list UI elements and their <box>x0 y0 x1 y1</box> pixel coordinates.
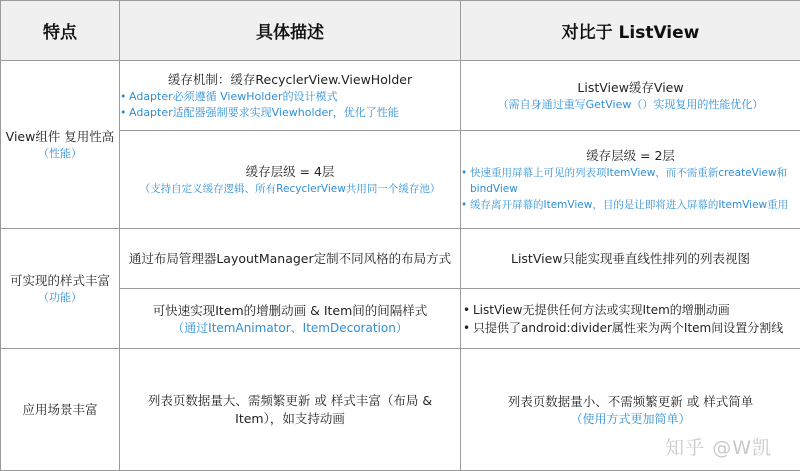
compare-main: 缓存层级 = 2层 <box>461 147 800 165</box>
header-row <box>1 1 800 61</box>
table-row <box>1 131 800 229</box>
compare-points <box>461 301 800 337</box>
desc-main: 缓存机制：缓存RecyclerView.ViewHolder <box>120 71 460 89</box>
list-item: • Adapter适配器强制要求实现Viewholder，优化了性能 <box>120 105 460 121</box>
compare-text: ListView只能实现垂直线性排列的列表视图 <box>461 250 800 268</box>
feature-cell-reuse <box>1 61 120 229</box>
desc-cell <box>120 61 461 131</box>
list-item: • ListView无提供任何方法或实现Item的增删动画 <box>463 301 800 319</box>
list-item: • 快速重用屏幕上可见的列表项ItemView，而不需重新createView和bindView <box>461 165 800 197</box>
desc-cell <box>120 229 461 289</box>
desc-main: 缓存层级 = 4层 <box>120 163 460 181</box>
feature-note: （性能） <box>1 146 119 162</box>
compare-points <box>461 165 800 213</box>
feature-title: 应用场景丰富 <box>1 400 119 419</box>
compare-cell <box>461 289 800 349</box>
desc-note: （通过ItemAnimator、ItemDecoration） <box>120 320 460 336</box>
list-item: • 只提供了android:divider属性来为两个Item间设置分割线 <box>463 319 800 337</box>
desc-points <box>120 89 460 121</box>
header-compare-listview: 对比于 ListView <box>461 1 800 61</box>
header-description: 具体描述 <box>120 1 461 61</box>
feature-title: View组件 复用性高 <box>1 127 119 146</box>
compare-note: （使用方式更加简单） <box>461 411 800 427</box>
compare-note: （需自身通过重写GetView（）实现复用的性能优化） <box>461 97 800 113</box>
feature-cell-scene <box>1 349 120 471</box>
header-feature: 特点 <box>1 1 120 61</box>
compare-main: ListView缓存View <box>461 79 800 97</box>
feature-note: （功能） <box>1 290 119 306</box>
desc-line: 列表页数据量大、需频繁更新 或 样式丰富（布局 & <box>120 392 460 410</box>
list-item: • 缓存离开屏幕的ItemView，目的是让即将进入屏幕的ItemView重用 <box>461 197 800 213</box>
desc-cell <box>120 289 461 349</box>
compare-cell <box>461 131 800 229</box>
desc-cell <box>120 131 461 229</box>
watermark: 知乎 @W凯 <box>665 433 772 460</box>
table-row <box>1 289 800 349</box>
compare-main: 列表页数据量小、不需频繁更新 或 样式简单 <box>461 393 800 411</box>
desc-note: （支持自定义缓存逻辑、所有RecyclerView共用同一个缓存池） <box>120 181 460 197</box>
desc-line: Item），如支持动画 <box>120 410 460 428</box>
desc-text: 通过布局管理器LayoutManager定制不同风格的布局方式 <box>120 250 460 268</box>
feature-cell-style <box>1 229 120 349</box>
desc-cell <box>120 349 461 471</box>
feature-title: 可实现的样式丰富 <box>1 271 119 290</box>
table-row <box>1 61 800 131</box>
compare-cell <box>461 229 800 289</box>
compare-cell <box>461 61 800 131</box>
table-row <box>1 229 800 289</box>
desc-main: 可快速实现Item的增删动画 & Item间的间隔样式 <box>120 302 460 320</box>
list-item: • Adapter必须遵循 ViewHolder的设计模式 <box>120 89 460 105</box>
